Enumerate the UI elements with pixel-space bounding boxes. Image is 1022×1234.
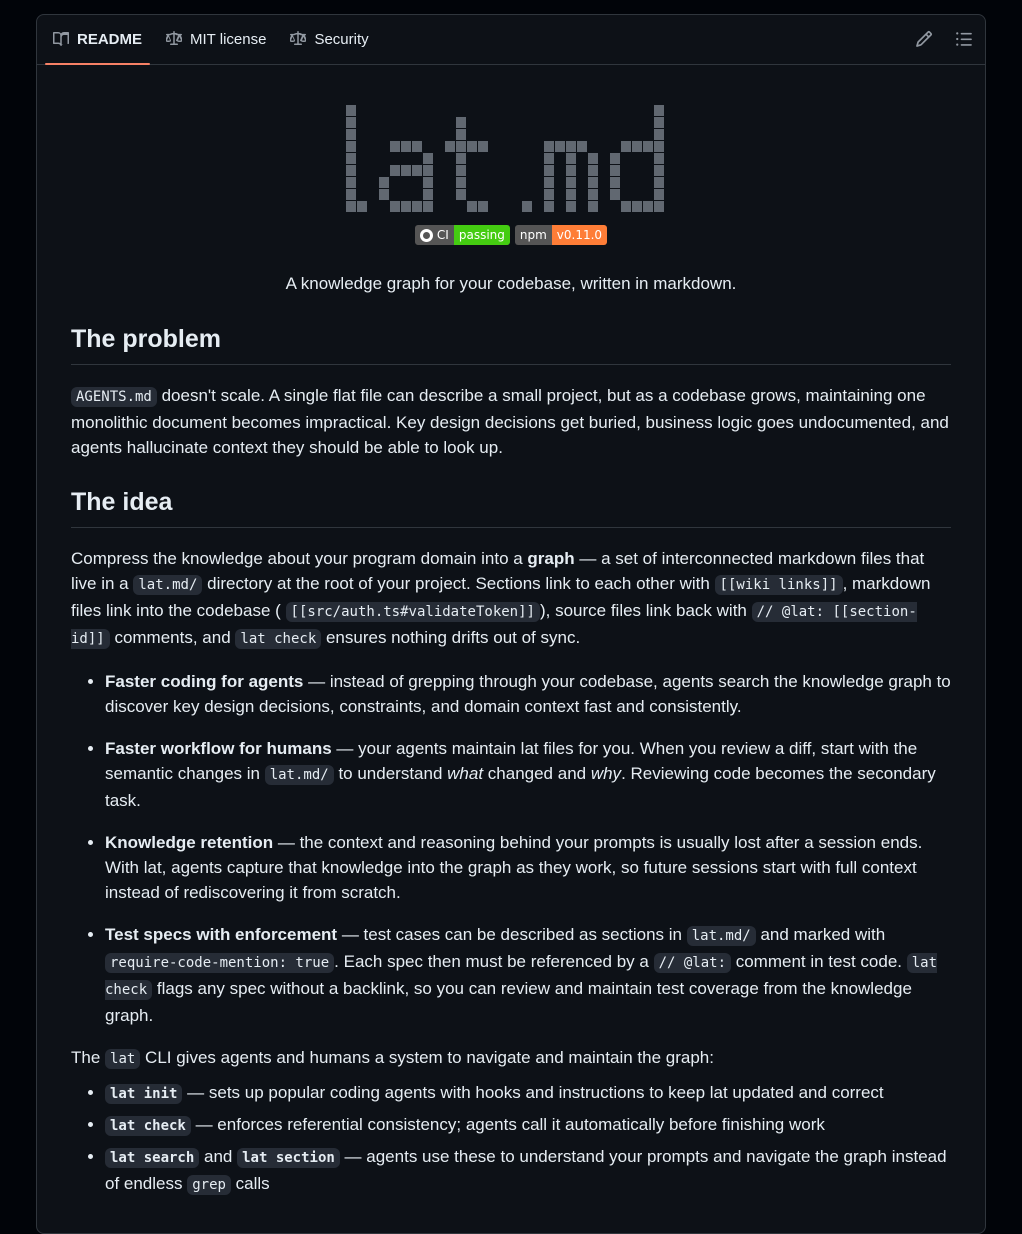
idea-paragraph: [71, 546, 951, 652]
inline-code: [[wiki links]]: [715, 575, 843, 595]
inline-code: require-code-mention: true: [105, 953, 334, 973]
feature-text: flags any spec without a backlink, so you can review and maintain test coverage from the knowledge graph.: [105, 978, 912, 1025]
banner-block: [456, 129, 466, 140]
inline-code: lat.md/: [265, 765, 334, 785]
inline-code: lat check: [105, 1116, 191, 1136]
banner-block: [423, 201, 433, 212]
banner-block: [654, 201, 664, 212]
feature-list: [71, 669, 951, 1028]
feature-text: — test cases can be described as sections in: [337, 924, 687, 944]
banner-block: [379, 177, 389, 188]
inline-code: // @lat:: [654, 953, 731, 973]
banner-block: [588, 165, 598, 176]
banner-block: [412, 165, 422, 176]
list-item: [105, 922, 951, 1028]
npm-badge-label: npm: [515, 225, 552, 245]
idea-text: directory at the root of your project. Sections link to each other with: [202, 573, 715, 593]
idea-text: comments, and: [109, 627, 236, 647]
feature-text: — instead of grepping through your codebase, agents search the knowledge graph to discover key design decisions, constraints, and domain context fast and consistently.: [105, 671, 951, 716]
banner-block: [423, 189, 433, 200]
banner-block: [456, 117, 466, 128]
cli-item-text: and: [199, 1146, 238, 1166]
feature-text: changed and: [483, 763, 591, 783]
idea-text: ), source files link back with: [539, 600, 752, 620]
banner-block: [610, 153, 620, 164]
banner-block: [445, 141, 455, 152]
tab-security-label: Security: [314, 30, 369, 48]
banner-block: [544, 201, 554, 212]
inline-code: lat init: [105, 1084, 182, 1104]
feature-emphasis: what: [447, 763, 484, 783]
banner-block: [610, 165, 620, 176]
problem-paragraph: [71, 383, 951, 460]
banner-block: [346, 165, 356, 176]
banner-block: [522, 201, 532, 212]
list-item: [105, 669, 951, 719]
lat-md-logo: [71, 99, 951, 219]
idea-bold: graph: [527, 548, 575, 568]
ci-badge-status: passing: [454, 225, 510, 245]
feature-text: and marked with: [755, 924, 886, 944]
banner-block: [588, 177, 598, 188]
book-icon: [53, 31, 69, 47]
banner-block: [588, 153, 598, 164]
banner-block: [379, 189, 389, 200]
banner-block: [654, 165, 664, 176]
inline-code: lat check: [235, 629, 321, 649]
cli-text: CLI gives agents and humans a system to navigate and maintain the graph:: [140, 1047, 714, 1067]
inline-code: // @lat: [[section-id]]: [71, 603, 917, 647]
banner-block: [654, 141, 664, 152]
banner-block: [390, 165, 400, 176]
feature-title: Faster workflow for humans: [105, 738, 332, 758]
inline-code: lat.md/: [687, 926, 756, 946]
heading-the-problem: The problem: [71, 325, 951, 365]
cli-paragraph: [71, 1045, 951, 1072]
npm-badge-version: v0.11.0: [552, 225, 607, 245]
banner-block: [566, 141, 576, 152]
banner-block: [654, 117, 664, 128]
inline-code: [[src/auth.ts#validateToken]]: [286, 602, 540, 622]
cli-item-text: calls: [230, 1173, 270, 1193]
banner-block: [423, 153, 433, 164]
tab-security[interactable]: [282, 14, 376, 64]
readme-tabbar: [37, 15, 985, 65]
banner-block: [401, 165, 411, 176]
banner-block: [654, 177, 664, 188]
banner-block: [478, 141, 488, 152]
npm-badge[interactable]: [515, 225, 607, 245]
heading-the-idea: The idea: [71, 488, 951, 528]
feature-title: Test specs with enforcement: [105, 924, 338, 944]
banner-block: [544, 189, 554, 200]
feature-text: to understand: [333, 763, 448, 783]
banner-block: [478, 201, 488, 212]
banner-block: [346, 153, 356, 164]
banner-block: [544, 177, 554, 188]
badge-row: [71, 225, 951, 245]
banner-block: [566, 189, 576, 200]
banner-block: [456, 165, 466, 176]
banner-block: [566, 201, 576, 212]
banner-block: [346, 201, 356, 212]
banner-block: [621, 201, 631, 212]
readme-content: [37, 99, 985, 1198]
banner-block: [423, 177, 433, 188]
feature-text: — the context and reasoning behind your prompts is usually lost after a session ends. With lat, agents capture that knowledge into the graph as they work, so future sessions start with full context instead of rediscovering it from scratch.: [105, 832, 923, 902]
banner-block: [566, 177, 576, 188]
tab-mit-license[interactable]: [158, 14, 274, 64]
readme-actions: [915, 30, 973, 48]
banner-block: [643, 201, 653, 212]
cli-command-list: [71, 1080, 951, 1198]
banner-block: [456, 153, 466, 164]
idea-text: , markdown files link into the codebase (: [71, 573, 931, 620]
banner-block: [346, 129, 356, 140]
banner-block: [456, 141, 466, 152]
feature-text: — your agents maintain lat files for you. When you review a diff, start with the semantic changes in: [105, 738, 918, 783]
banner-block: [654, 129, 664, 140]
list-item: [105, 1112, 951, 1139]
banner-block: [654, 153, 664, 164]
inline-code: AGENTS.md: [71, 387, 157, 407]
feature-title: Knowledge retention: [105, 832, 274, 852]
banner-block: [456, 189, 466, 200]
banner-block: [467, 201, 477, 212]
banner-block: [588, 189, 598, 200]
cli-item-text: — agents use these to understand your prompts and navigate the graph instead of endless: [105, 1146, 947, 1193]
feature-text: . Each spec then must be referenced by a: [334, 951, 654, 971]
banner-block: [456, 177, 466, 188]
tab-mit-license-label: MIT license: [190, 30, 267, 48]
banner-block: [357, 201, 367, 212]
banner-block: [555, 141, 565, 152]
banner-block: [566, 165, 576, 176]
banner-block: [544, 141, 554, 152]
feature-text: . Reviewing code becomes the secondary task.: [105, 763, 936, 810]
banner-block: [544, 153, 554, 164]
idea-text: — a set of interconnected markdown files that live in a: [71, 548, 925, 593]
list-item: [105, 1080, 951, 1107]
inline-code: grep: [187, 1175, 231, 1195]
banner-block: [412, 201, 422, 212]
banner-block: [632, 201, 642, 212]
ci-badge-label: CI: [436, 228, 449, 242]
inline-code: lat.md/: [133, 575, 202, 595]
banner-block: [346, 189, 356, 200]
tab-readme[interactable]: [45, 14, 150, 64]
github-icon: [420, 229, 433, 242]
banner-block: [346, 177, 356, 188]
cli-item-text: — sets up popular coding agents with hooks and instructions to keep lat updated and correct: [182, 1082, 884, 1102]
banner-block: [610, 177, 620, 188]
inline-code: lat search: [105, 1148, 199, 1168]
tagline: A knowledge graph for your codebase, written in markdown.: [285, 274, 737, 293]
banner-block: [654, 189, 664, 200]
banner-block: [577, 141, 587, 152]
banner-block: [401, 141, 411, 152]
banner-block: [412, 141, 422, 152]
list-item: [105, 736, 951, 813]
idea-text: Compress the knowledge about your program domain into a: [71, 548, 528, 568]
banner-block: [621, 141, 631, 152]
ci-badge[interactable]: [415, 225, 510, 245]
cli-text: The: [71, 1047, 106, 1067]
law-icon: [166, 31, 182, 47]
idea-text: ensures nothing drifts out of sync.: [321, 627, 581, 647]
banner-block: [643, 141, 653, 152]
banner-block: [346, 141, 356, 152]
cli-item-text: — enforces referential consistency; agents call it automatically before finishing work: [190, 1114, 825, 1134]
banner-block: [610, 189, 620, 200]
banner-block: [632, 141, 642, 152]
inline-code: lat check: [105, 954, 938, 998]
pencil-icon[interactable]: [915, 30, 933, 48]
feature-title: Faster coding for agents: [105, 671, 304, 691]
tab-readme-label: README: [77, 30, 143, 48]
banner-block: [346, 105, 356, 116]
list-item: [105, 830, 951, 905]
list-outline-icon[interactable]: [955, 30, 973, 48]
banner-block: [654, 105, 664, 116]
banner-block: [390, 141, 400, 152]
banner-block: [390, 201, 400, 212]
banner-block: [588, 201, 598, 212]
banner-block: [401, 201, 411, 212]
readme-card: [36, 14, 986, 1234]
problem-text: doesn't scale. A single flat file can describe a small project, but as a codebase grows, maintaining one monolithic document becomes impractical. Key design decisions get buried, business logic goes undocumented, and agents hallucinate context they should be able to look up.: [71, 385, 949, 457]
ascii-banner-art: [251, 99, 771, 219]
inline-code: lat: [105, 1049, 140, 1069]
banner-block: [544, 165, 554, 176]
banner-block: [467, 141, 477, 152]
inline-code: lat section: [237, 1148, 340, 1168]
feature-text: comment in test code.: [731, 951, 907, 971]
banner-block: [346, 117, 356, 128]
banner-block: [566, 153, 576, 164]
feature-emphasis: why: [590, 763, 622, 783]
banner-block: [423, 165, 433, 176]
law-icon: [290, 31, 306, 47]
list-item: [105, 1144, 951, 1198]
